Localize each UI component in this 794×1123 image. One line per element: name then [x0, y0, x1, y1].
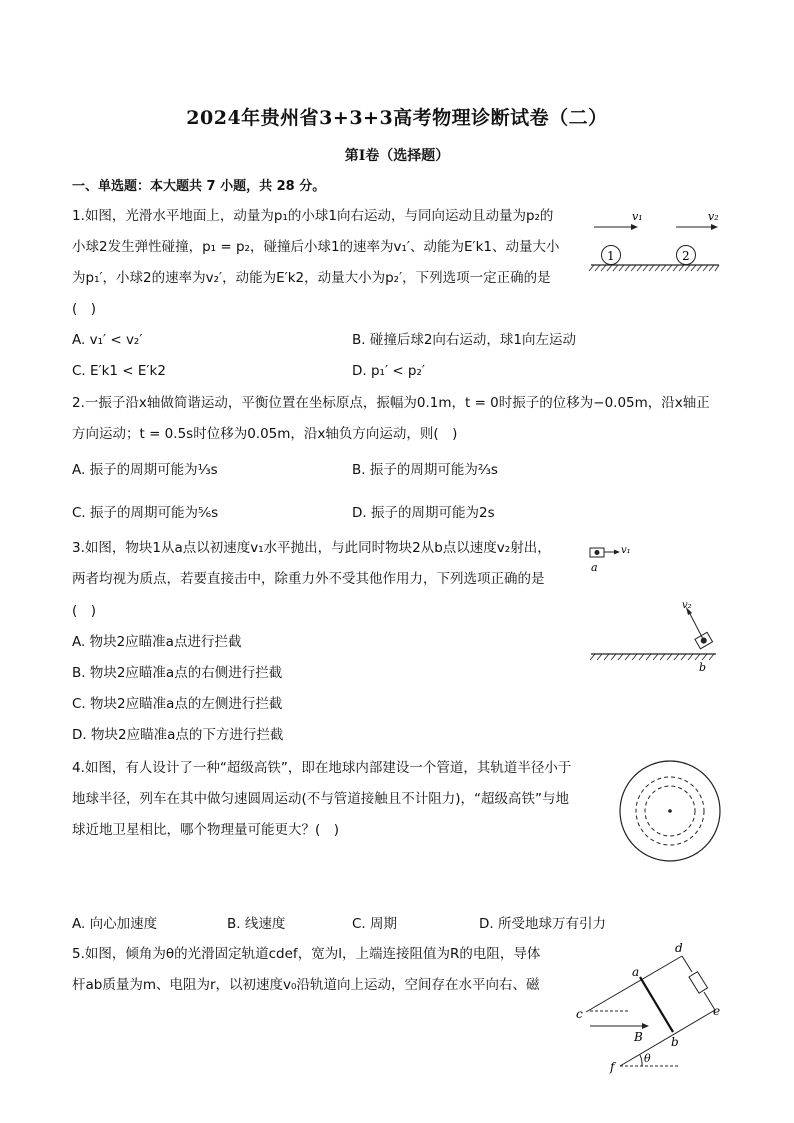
q1-line-4: ( ): [72, 301, 97, 317]
q5-label-b: b: [671, 1035, 679, 1049]
q5-label-e: e: [713, 1004, 721, 1018]
q4-option-d[interactable]: D. 所受地球万有引力: [479, 916, 606, 932]
q3-line-1: 3.如图，物块1从a点以初速度v₁水平抛出，与此同时物块2从b点以速度v₂射出，: [72, 540, 551, 556]
q2-option-d[interactable]: D. 振子的周期可能为2s: [352, 505, 495, 521]
q1-option-a[interactable]: A. v₁′ < v₂′: [72, 332, 143, 348]
q3-label-b: b: [699, 661, 707, 674]
q1-option-c[interactable]: C. E′k1 < E′k2: [72, 363, 166, 379]
q2-option-b[interactable]: B. 振子的周期可能为⅔s: [352, 462, 498, 478]
q1-ball-2-label: 2: [682, 249, 690, 263]
q3-option-d[interactable]: D. 物块2应瞄准a点的下方进行拦截: [72, 727, 284, 743]
q1-option-d[interactable]: D. p₁′ < p₂′: [352, 363, 425, 379]
q4-line-2: 地球半径，列车在其中做匀速圆周运动(不与管道接触且不计阻力)，“超级高铁”与地: [72, 791, 570, 807]
q5-figure-inclined-rail: [570, 940, 730, 1076]
q1-figure-balls: [586, 200, 726, 276]
q5-label-f: f: [610, 1060, 615, 1074]
q4-option-c[interactable]: C. 周期: [352, 916, 398, 932]
q4-figure-earth-tunnel: [617, 758, 723, 864]
q5-label-d: d: [675, 941, 683, 955]
q5-line-2: 杆ab质量为m、电阻为r，以初速度v₀沿轨道向上运动，空间存在水平向右、磁: [72, 977, 540, 993]
q2-option-c[interactable]: C. 振子的周期可能为⅚s: [72, 505, 219, 521]
q1-option-b[interactable]: B. 碰撞后球2向右运动，球1向左运动: [352, 332, 577, 348]
section-subtitle: 第I卷（选择题）: [344, 148, 450, 164]
q3-option-c[interactable]: C. 物块2应瞄准a点的左侧进行拦截: [72, 696, 283, 712]
q4-line-3: 球近地卫星相比，哪个物理量可能更大？( ): [72, 822, 340, 838]
q2-option-a[interactable]: A. 振子的周期可能为⅓s: [72, 462, 218, 478]
q1-line-2: 小球2发生弹性碰撞，p₁ = p₂，碰撞后小球1的速率为v₁′、动能为E′k1、动量大小: [72, 239, 560, 255]
q2-line-2: 方向运动；t = 0.5s时位移为0.05m，沿x轴负方向运动，则( ): [72, 426, 458, 442]
q3-label-v2: v₂: [682, 600, 692, 611]
q3-label-a: a: [591, 561, 598, 574]
q1-line-1: 1.如图，光滑水平地面上，动量为p₁的小球1向右运动，与同向运动且动量为p₂的: [72, 208, 554, 224]
q5-label-c: c: [576, 1007, 583, 1021]
q5-label-B: B: [634, 1030, 643, 1044]
q4-option-b[interactable]: B. 线速度: [227, 916, 286, 932]
page-title: 2024年贵州省3+3+3高考物理诊断试卷（二）: [186, 107, 608, 129]
q3-figure-projectiles: [586, 536, 726, 676]
q5-label-theta: θ: [644, 1052, 651, 1065]
q5-label-a: a: [632, 965, 640, 979]
q3-label-v1: v₁: [621, 545, 631, 556]
q3-option-a[interactable]: A. 物块2应瞄准a点进行拦截: [72, 634, 242, 650]
q5-line-1: 5.如图，倾角为θ的光滑固定轨道cdef，宽为l，上端连接阻值为R的电阻，导体: [72, 946, 541, 962]
q1-label-v2: v₂: [708, 210, 719, 223]
q4-option-a[interactable]: A. 向心加速度: [72, 916, 158, 932]
section-heading: 一、单选题：本大题共 7 小题，共 28 分。: [72, 179, 326, 194]
q1-ball-1-label: 1: [607, 249, 615, 263]
q3-line-3: ( ): [72, 603, 97, 619]
q1-label-v1: v₁: [632, 210, 643, 223]
q2-line-1: 2.一振子沿x轴做简谐运动，平衡位置在坐标原点，振幅为0.1m，t = 0时振子的位移为−0.05m，沿x轴正: [72, 395, 710, 411]
q3-line-2: 两者均视为质点，若要直接击中，除重力外不受其他作用力，下列选项正确的是: [72, 571, 545, 587]
q1-line-3: 为p₁′，小球2的速率为v₂′，动能为E′k2，动量大小为p₂′，下列选项一定正确的是: [72, 270, 551, 286]
q4-line-1: 4.如图，有人设计了一种“超级高铁”，即在地球内部建设一个管道，其轨道半径小于: [72, 760, 572, 776]
q3-option-b[interactable]: B. 物块2应瞄准a点的右侧进行拦截: [72, 665, 283, 681]
